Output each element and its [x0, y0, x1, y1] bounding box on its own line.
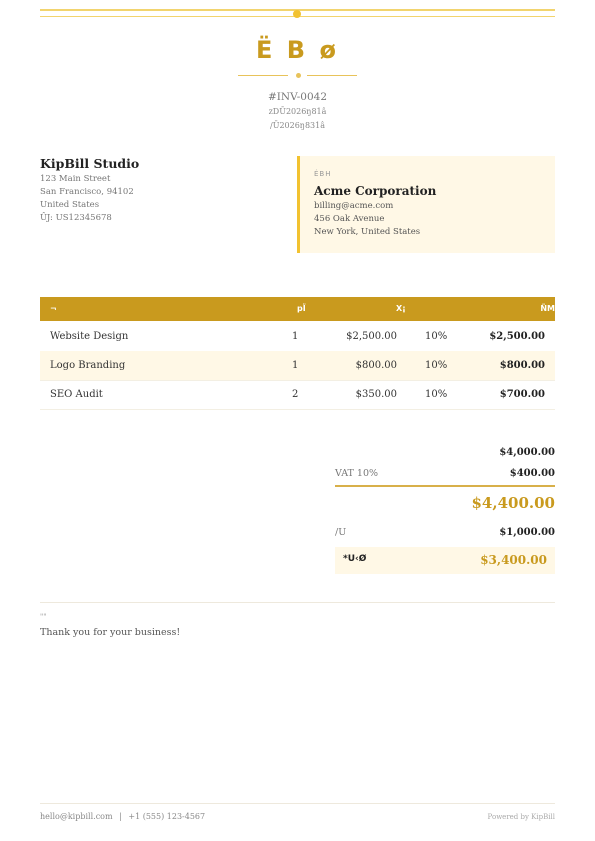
footer-divider	[40, 803, 555, 804]
subtotal-value: $4,000.00	[499, 447, 555, 458]
row-amount: $700.00	[499, 389, 545, 400]
grand-total: $4,400.00	[471, 494, 555, 512]
row-tax: 10%	[425, 331, 448, 342]
table-row	[40, 380, 555, 410]
vat-label: VAT 10%	[335, 468, 379, 479]
row-price: $350.00	[355, 389, 397, 400]
row-tax: 10%	[425, 360, 448, 371]
bill-to-label: ÉBH	[314, 170, 332, 178]
sender-tax-id: ÛJ: US12345678	[40, 213, 112, 223]
sender-country: United States	[40, 200, 100, 210]
invoice-title: Ë B ø	[256, 36, 339, 64]
header-amount: ÑM	[540, 304, 555, 313]
row-amount: $2,500.00	[489, 331, 545, 342]
header-qty: pÏ	[297, 304, 306, 313]
header-price: X¡	[396, 304, 406, 313]
row-tax: 10%	[425, 389, 448, 400]
total-rule	[335, 485, 555, 487]
notes-text: Thank you for your business!	[40, 627, 181, 638]
row-item: Website Design	[50, 331, 129, 342]
bill-to-card	[297, 156, 555, 253]
sender-street: 123 Main Street	[40, 174, 111, 184]
balance-due-value: $3,400.00	[480, 553, 547, 567]
powered-by: Powered by KipBill	[487, 813, 555, 821]
row-price: $800.00	[355, 360, 397, 371]
client-name: Acme Corporation	[314, 184, 437, 198]
notes-divider	[40, 602, 555, 603]
row-item: SEO Audit	[50, 389, 103, 400]
row-qty: 1	[292, 360, 299, 371]
footer-email[interactable]: hello@kipbill.com	[40, 812, 113, 821]
client-street: 456 Oak Avenue	[314, 214, 385, 224]
row-qty: 2	[292, 389, 299, 400]
client-email: billing@acme.com	[314, 201, 394, 211]
row-price: $2,500.00	[346, 331, 397, 342]
notes-label: ""	[40, 613, 47, 621]
paid-value: $1,000.00	[499, 527, 555, 538]
footer-phone[interactable]: +1 (555) 123-4567	[128, 812, 206, 821]
invoice-due-date: /Ū2026ŋ831â	[270, 121, 325, 130]
table-row	[40, 322, 555, 352]
top-dot-ornament	[293, 10, 301, 18]
paid-label: /U	[335, 527, 347, 538]
header-item: ¬	[50, 304, 57, 313]
table-row	[40, 351, 555, 381]
row-amount: $800.00	[499, 360, 545, 371]
items-table-header	[40, 297, 555, 321]
row-item: Logo Branding	[50, 360, 126, 371]
vat-value: $400.00	[509, 468, 555, 479]
client-city: New York, United States	[314, 227, 421, 237]
row-qty: 1	[292, 331, 299, 342]
invoice-issue-date: zDŪ2026ŋ81â	[268, 107, 327, 116]
footer-contact	[40, 812, 205, 821]
invoice-number: #INV-0042	[267, 91, 328, 103]
sender-city: San Francisco, 94102	[40, 187, 134, 197]
sender-name: KipBill Studio	[40, 156, 140, 171]
title-dot-ornament	[296, 73, 301, 78]
footer-separator: |	[119, 812, 122, 821]
balance-due-label: *U‹Ø	[343, 554, 367, 564]
title-rule-left	[238, 75, 288, 76]
balance-due-box	[335, 547, 555, 574]
title-rule-right	[307, 75, 357, 76]
